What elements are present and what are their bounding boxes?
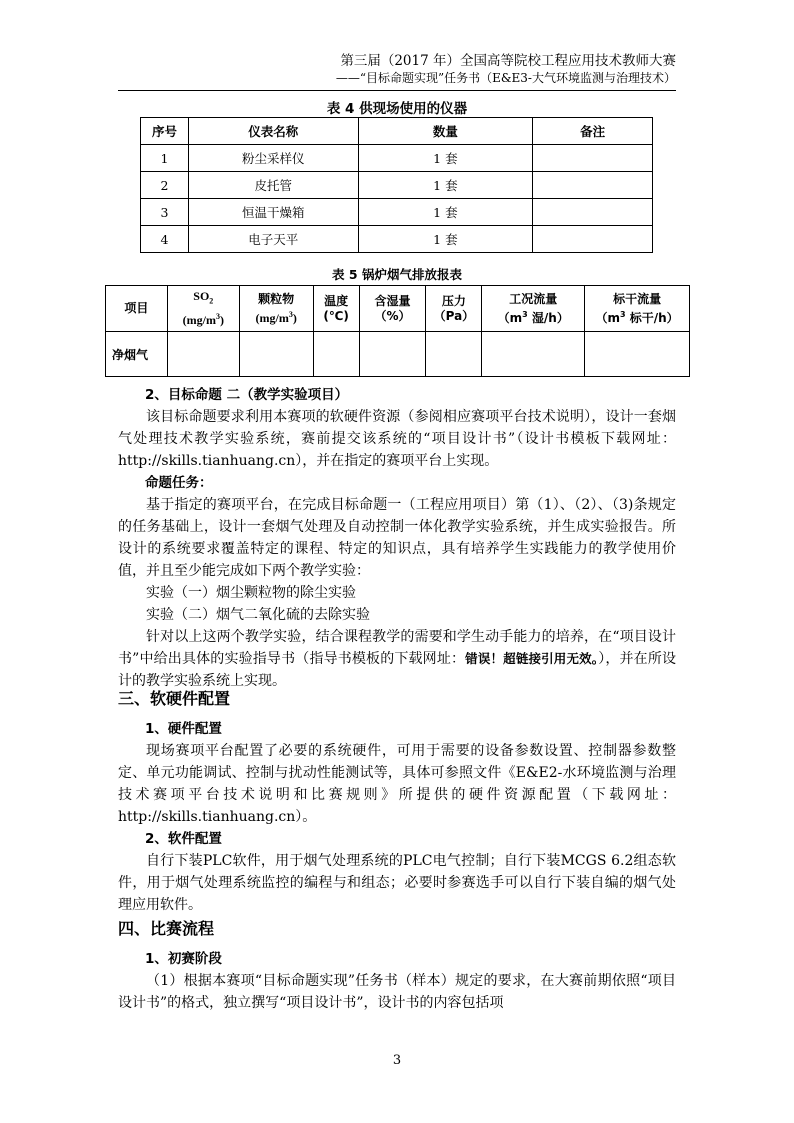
task-paragraph: 基于指定的赛项平台，在完成目标命题一（工程应用项目）第（1）、（2）、（3)条规定的任务基础上，设计一套烟气处理及自动控制一体化教学实验系统，并生成实验报告。所设计的系统要求覆盖特定的课程、特定的知识点，具有培养学生实践能力的教学使用价值，并且至少能完成如下两个教学实验：: [118, 497, 676, 579]
table-cell: [313, 332, 359, 377]
so2-unit: (mg/m: [182, 312, 216, 327]
section4-heading: 四、比赛流程: [118, 919, 215, 938]
table-cell: 1 套: [358, 172, 533, 199]
section2-block: [118, 384, 676, 692]
working-flow-label: 工况流量: [509, 291, 558, 306]
table-row: [141, 172, 653, 199]
section3-heading: 三、软硬件配置: [118, 689, 231, 708]
particulate-unit-close: ): [292, 310, 297, 325]
section3-block: [118, 688, 676, 916]
table-row: [141, 226, 653, 253]
hardware-paragraph: 现场赛项平台配置了必要的系统硬件，可用于需要的设备参数设置、控制器参数整定、单元功能调试、控制与扰动性能测试等，具体可参照文件《E&E2-水环境监测与治理技术赛项平台技术说明和比赛规则》所提供的硬件资源配置（下载网址：http://skills.tianhuang.cn）。: [118, 743, 676, 825]
table4-caption: 表 4 供现场使用的仪器: [326, 101, 468, 117]
hyperlink-error: 错误！超链接引用无效。: [465, 651, 599, 666]
table-cell: 皮托管: [188, 172, 358, 199]
table-cell: 1 套: [358, 226, 533, 253]
table-cell: 粉尘采样仪: [188, 145, 358, 172]
software-paragraph: 自行下装PLC软件，用于烟气处理系统的PLC电气控制；自行下装MCGS 6.2组态软件，用于烟气处理系统监控的编程与和组态；必要时参赛选手可以自行下装自编的烟气处理应用软件。: [118, 853, 676, 913]
page-number: 3: [392, 1053, 402, 1068]
table-cell: 1: [141, 145, 189, 172]
table-cell: [239, 332, 313, 377]
table-cell: 1 套: [358, 145, 533, 172]
table-cell: [533, 199, 653, 226]
header-temperature: [313, 286, 359, 332]
header-title: 第三届（2017 年）全国高等院校工程应用技术教师大赛: [340, 53, 676, 69]
instruction-text: 针对以上这两个教学实验，结合课程教学的需要和学生动手能力的培养，在“项目设计书”中给出具体的实验指导书（指导书模板的下载网址：: [118, 629, 676, 667]
header-moisture: [359, 286, 426, 332]
table-cell: 恒温干燥箱: [188, 199, 358, 226]
table-cell: [533, 226, 653, 253]
table-cell: 3: [141, 199, 189, 226]
table-cell: 1 套: [358, 199, 533, 226]
header-pressure: [426, 286, 482, 332]
table-cell: [359, 332, 426, 377]
working-flow-unit-end: 湿/h）: [527, 310, 569, 325]
table-cell: [426, 332, 482, 377]
table-header-row: [141, 118, 653, 145]
header-divider: [118, 90, 676, 91]
temperature-unit: (℃): [323, 308, 349, 323]
table-cell: 2: [141, 172, 189, 199]
header-so2: [167, 286, 239, 332]
standard-flow-label: 标干流量: [613, 291, 662, 306]
particulate-label: 颗粒物: [258, 291, 295, 306]
standard-flow-unit: （m: [595, 310, 620, 325]
pressure-label: 压力: [441, 293, 466, 308]
table5-caption: 表 5 锅炉烟气排放报表: [332, 267, 462, 282]
table-row: [141, 199, 653, 226]
preliminary-stage-paragraph: （1）根据本赛项“目标命题实现”任务书（样本）规定的要求，在大赛前期依照“项目设计书”的格式，独立撰写“项目设计书”，设计书的内容包括项: [118, 973, 676, 1011]
so2-subscript: 2: [209, 296, 214, 306]
table-cell: [533, 172, 653, 199]
section4-block: [118, 918, 676, 1014]
preliminary-stage-heading: 1、初赛阶段: [145, 951, 222, 967]
header-cell: 数量: [358, 118, 533, 145]
header-standard-flow: [585, 286, 690, 332]
particulate-unit: (mg/m: [255, 310, 289, 325]
hardware-heading: 1、硬件配置: [145, 721, 222, 737]
software-heading: 2、软件配置: [145, 831, 222, 847]
working-flow-unit-sup: 3: [522, 309, 528, 319]
instruction-paragraph: [118, 626, 676, 692]
header-particulate: [239, 286, 313, 332]
table-cell: [585, 332, 690, 377]
experiment-1: 实验（一）烟尘颗粒物的除尘实验: [146, 585, 356, 601]
so2-label: SO: [193, 289, 210, 304]
table-cell: [482, 332, 585, 377]
moisture-unit: （%）: [374, 308, 411, 323]
instruction-text-end: ），并在所设计的教学实验系统上实现。: [118, 651, 676, 689]
emission-report-table: [105, 285, 690, 377]
row-label-net-flue-gas: 净烟气: [106, 332, 168, 377]
experiment-2: 实验（二）烟气二氧化硫的去除实验: [146, 607, 370, 623]
header-cell: 仪表名称: [188, 118, 358, 145]
table-cell: [167, 332, 239, 377]
table-cell: 4: [141, 226, 189, 253]
instrument-table: [140, 117, 653, 253]
table-cell: [533, 145, 653, 172]
table-cell: 电子天平: [188, 226, 358, 253]
so2-unit-sup: 3: [215, 311, 220, 321]
table-row: [141, 145, 653, 172]
table-row: [106, 332, 690, 377]
header-cell: 序号: [141, 118, 189, 145]
particulate-unit-sup: 3: [288, 309, 293, 319]
temperature-label: 温度: [324, 293, 349, 308]
header-working-flow: [482, 286, 585, 332]
standard-flow-unit-end: 标干/h）: [625, 310, 679, 325]
header-subtitle: ——“目标命题实现”任务书（E&E3-大气环境监测与治理技术）: [335, 71, 676, 85]
pressure-unit: （Pa）: [433, 308, 475, 323]
section2-heading: 2、目标命题 二（教学实验项目）: [145, 387, 349, 403]
standard-flow-unit-sup: 3: [619, 309, 626, 319]
header-item: 项目: [106, 286, 168, 332]
header-cell: 备注: [533, 118, 653, 145]
table-header-row: [106, 286, 690, 332]
section2-paragraph: 该目标命题要求利用本赛项的软硬件资源（参阅相应赛项平台技术说明），设计一套烟气处理技术教学实验系统，赛前提交该系统的“项目设计书”（设计书模板下载网址：http://skills.tianhuang.cn），并在指定的赛项平台上实现。: [118, 409, 676, 469]
working-flow-unit: （m: [497, 310, 523, 325]
so2-unit-close: ): [219, 312, 224, 327]
task-label: 命题任务：: [145, 475, 213, 491]
moisture-label: 含湿量: [374, 293, 411, 308]
